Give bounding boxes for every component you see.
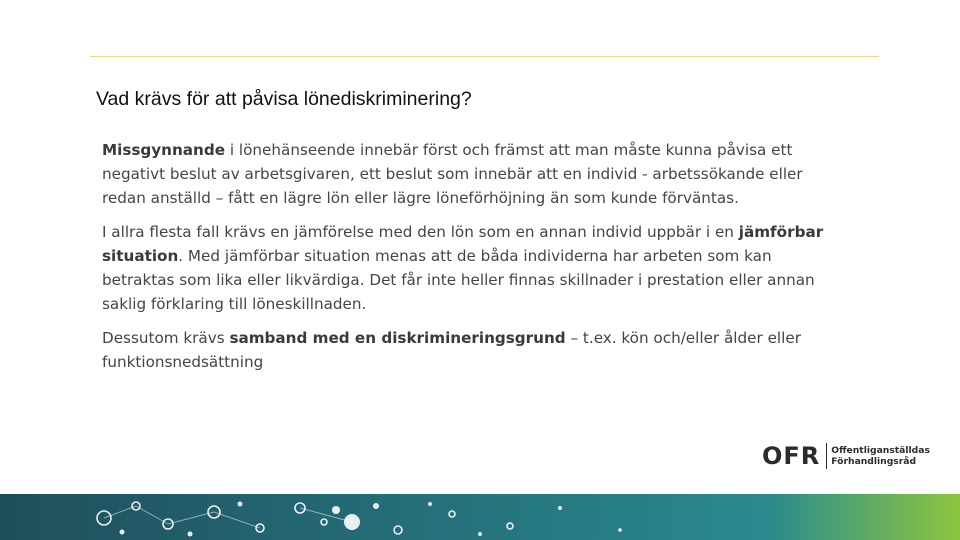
paragraph-2 xyxy=(102,220,842,316)
logo-wordmark xyxy=(831,445,930,467)
logo-line-1: Offentliganställdas xyxy=(831,445,930,456)
paragraph-3-text-after: – t.ex. kön och/eller ålder eller funktionsnedsättning xyxy=(102,329,801,371)
ofr-logo xyxy=(762,440,930,472)
paragraph-3 xyxy=(102,326,842,374)
paragraph-2-bold: jämförbar situation xyxy=(102,223,824,265)
paragraph-1-text: i lönehänseende innebär först och främst att man måste kunna påvisa ett negativt beslut av arbetsgivaren, ett beslut som innebär att en individ - arbetssökande eller redan anställd – fått en lägre lön eller lägre löneförhöjning än som kunde förväntas. xyxy=(102,141,803,207)
paragraph-1 xyxy=(102,138,842,210)
paragraph-2-text-after: . Med jämförbar situation menas att de båda individerna har arbeten som kan betraktas som lika eller likvärdiga. Det får inte heller finnas skillnader i prestation eller annan saklig förklaring till löneskillnaden. xyxy=(102,247,815,313)
logo-line-2: Förhandlingsråd xyxy=(831,456,917,467)
logo-divider xyxy=(826,443,827,469)
paragraph-3-text-before: Dessutom krävs xyxy=(102,329,230,347)
slide-body xyxy=(102,138,842,384)
top-divider-line xyxy=(90,56,879,57)
logo-mark: OFR xyxy=(762,442,821,470)
slide-title: Vad krävs för att påvisa lönediskriminering? xyxy=(96,88,472,110)
decorative-bottom-band xyxy=(0,494,960,540)
paragraph-2-text-before: I allra flesta fall krävs en jämförelse med den lön som en annan individ uppbär i en xyxy=(102,223,739,241)
paragraph-1-bold: Missgynnande xyxy=(102,141,226,159)
paragraph-3-bold: samband med en diskrimineringsgrund xyxy=(229,329,566,347)
